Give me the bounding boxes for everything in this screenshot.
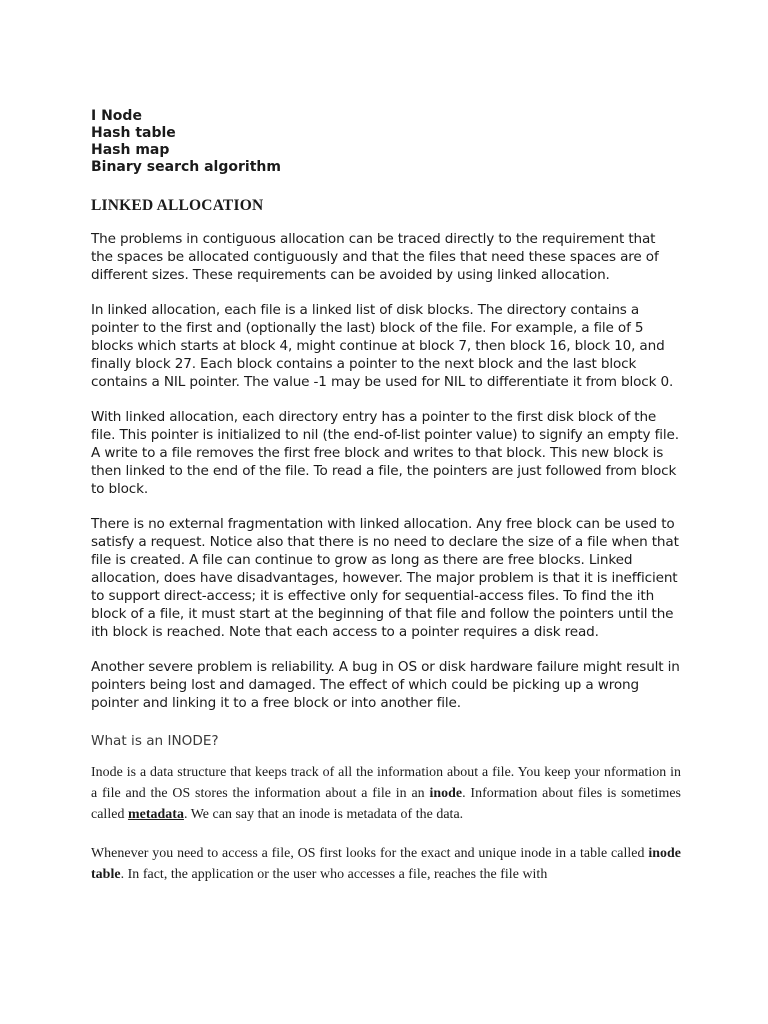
paragraph: With linked allocation, each directory entry has a pointer to the first disk block of the file. This pointer is initialized to nil (the end-of-list pointer value) to signify an empty file. A write to a file removes the first free block and writes to that block. This new block is then linked to the end of the file. To read a file, the pointers are just followed from block to block. [91,409,679,497]
bold-term: inode [429,786,463,801]
topic-item: I Node [91,108,142,124]
topic-item: Hash table [91,125,176,141]
paragraph: Another severe problem is reliability. A bug in OS or disk hardware failure might result in pointers being lost and damaged. The effect of which could be picking up a wrong pointer and linking it to a free block or into another file. [91,659,680,711]
bold-term: inode table [91,846,681,882]
inode-question-heading: What is an INODE? [91,733,219,749]
topic-list [91,108,681,176]
topic-item: Binary search algorithm [91,159,281,175]
paragraph: The problems in contiguous allocation can be traced directly to the requirement that the spaces be allocated contiguously and that the files that need these spaces are of different sizes. These requirements can be avoided by using linked allocation. [91,231,659,283]
paragraph: In linked allocation, each file is a linked list of disk blocks. The directory contains a pointer to the first and (optionally the last) block of the file. For example, a file of 5 blocks which starts at block 4, might continue at block 7, then block 16, block 10, and finally block 27. Each block contains a pointer to the next block and the last block contains a NIL pointer. The value -1 may be used for NIL to differentiate it from block 0. [91,302,674,390]
text-run: . We can say that an inode is metadata of the data. [183,807,464,822]
inode-table-paragraph [91,843,681,885]
text-run: . In fact, the application or the user who accesses a file, reaches the file with [120,867,548,882]
topic-item: Hash map [91,142,170,158]
text-run: Whenever you need to access a file, OS first looks for the exact and unique inode in a table called [91,846,649,861]
inode-paragraph [91,762,681,825]
document-page [91,108,681,885]
text-run: Inode is a data structure that keeps track of all the information about a file. You keep your nformation in a file and the OS stores the information about a file in an [91,765,681,801]
section-heading: LINKED ALLOCATION [91,197,264,214]
paragraph: There is no external fragmentation with linked allocation. Any free block can be used to satisfy a request. Notice also that there is no need to declare the size of a file when that file is created. A file can continue to grow as long as there are free blocks. Linked allocation, does have disadvantages, however. The major problem is that it is inefficient to support direct-access; it is effective only for sequential-access files. To find the ith block of a file, it must start at the beginning of that file and follow the pointers until the ith block is reached. Note that each access to a pointer requires a disk read. [91,516,679,640]
underlined-term: metadata [127,807,184,822]
text-run: . Information about files is sometimes called [91,786,681,822]
